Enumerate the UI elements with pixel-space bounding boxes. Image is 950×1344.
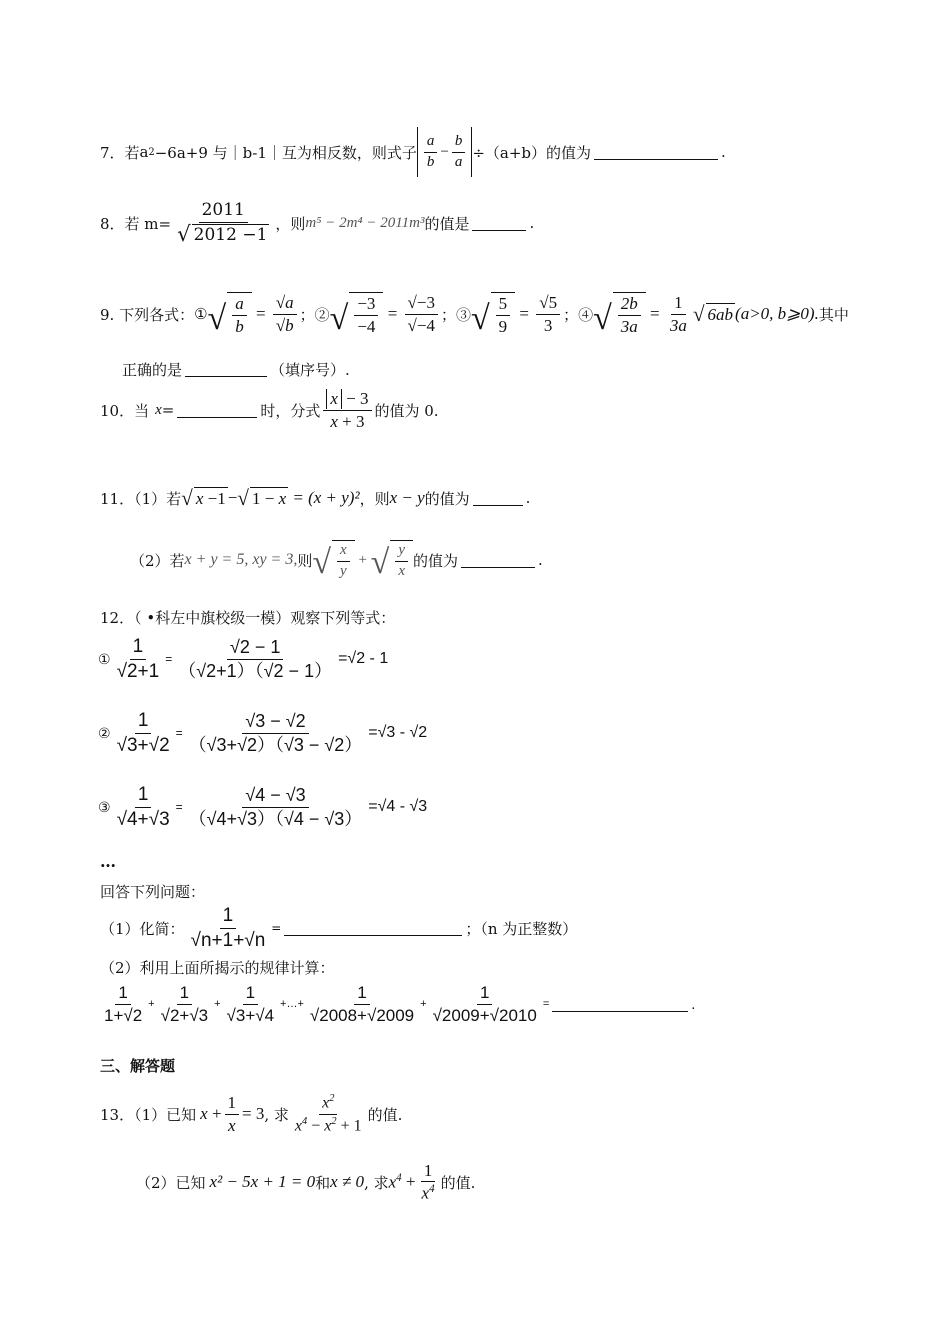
q12-sum-term-2: $\frac{1}{√2+√3}$ <box>160 982 209 1025</box>
q13-2-text: , 求 <box>364 1173 389 1192</box>
q13-text: , 求 <box>264 1105 289 1124</box>
q9-condition: (a>0, b⩾0). <box>735 304 819 323</box>
q11-2-expression: √ $\frac{x}{y}$ + √ $\frac{y}{x}$ <box>312 540 413 580</box>
q11-text: ，则 <box>359 489 390 508</box>
q7-a: a <box>139 143 149 161</box>
q8-period: . <box>529 214 535 232</box>
q11-equation-rhs: = (x + y)² <box>292 488 360 507</box>
q8-expression: m⁵ − 2m⁴ − 2011m³ <box>305 214 425 231</box>
q12-row-1-lhs: $\frac{1}{√2+1}$ <box>116 635 160 682</box>
q9-choice-4: √ $\frac{2b}{3a}$ = $\frac{1}{3a}$ √ 6ab (a>0, b⩾0). <box>593 292 819 338</box>
q10-fraction: $\frac{x - 3}{x + 3}$ <box>323 389 371 431</box>
q11-2-answer-blank[interactable] <box>461 553 535 568</box>
q12-sum-term-1: $\frac{1}{1+√2}$ <box>104 982 143 1025</box>
q11-1-answer-blank[interactable] <box>473 491 523 506</box>
question-9 <box>100 282 849 346</box>
q12-row-1-mark: ① <box>98 650 111 667</box>
q11-equation: √ x −1 − √ 1 − x = (x + y)² <box>181 485 360 510</box>
q9-choice-4-mark: ；④ <box>563 305 594 324</box>
q12-row-2-eq: = <box>175 726 183 740</box>
q12-sub-1-answer-blank[interactable] <box>284 921 462 936</box>
q12-sub-2 <box>100 956 335 978</box>
q10-text: 时，分式 <box>260 401 321 420</box>
q8-answer-blank[interactable] <box>472 216 526 231</box>
q7-abs-expression: $\frac{a}{b}$ − $\frac{b}{a}$ <box>417 127 472 177</box>
q11-1-period: . <box>525 489 531 507</box>
q9-answer-blank[interactable] <box>185 362 267 377</box>
q7-period: . <box>721 143 726 161</box>
q7-a-exp: 2 <box>148 146 155 158</box>
q8-frac-num: 2011 <box>199 201 248 223</box>
q12-row-1 <box>98 632 388 686</box>
q13-text-2: 的值. <box>367 1105 403 1124</box>
q9-text-tail: （填序号）. <box>270 360 350 379</box>
q8-text-2: 的值是 <box>424 214 470 233</box>
q12-row-1-eq: = <box>165 652 173 666</box>
q13-2-and: 和 <box>315 1173 331 1192</box>
q13-2-text-2: 的值. <box>440 1173 476 1192</box>
q10-equals: = <box>161 401 175 419</box>
question-8 <box>100 196 534 250</box>
q12-sum-eq: = <box>542 998 550 1010</box>
q8-number: 8．若 m= <box>100 214 172 233</box>
q12-row-1-result: =√2 - 1 <box>338 650 389 667</box>
q12-row-2-mark: ② <box>98 724 111 741</box>
q12-row-2-result: =√3 - √2 <box>368 724 428 741</box>
q12-row-3-lhs: $\frac{1}{√4+√3}$ <box>116 783 170 830</box>
q12-sub-1-label: （1）化简： <box>100 919 185 938</box>
q12-sum: $\frac{1}{1+√2}$ + $\frac{1}{√2+√3}$ + $\frac{1}{√3+√4}$ +…+ $\frac{1}{√2008+√2009}$ + $\frac{1}{√2009+√2010}$ = . <box>98 978 695 1030</box>
q9-text-end: 其中 <box>818 305 849 324</box>
q12-answer-prompt <box>100 880 205 902</box>
question-10 <box>100 382 439 438</box>
q12-sum-term-4: $\frac{1}{√2008+√2009}$ <box>309 982 415 1025</box>
section-3-title <box>100 1054 175 1076</box>
q13-2-equation: x² − 5x + 1 = 0 <box>209 1172 316 1191</box>
q9-choice-2-mark: ；② <box>299 305 330 324</box>
section-3-text: 三、解答题 <box>100 1056 176 1075</box>
q12-row-3-result: =√4 - √3 <box>368 798 428 815</box>
q12-row-2 <box>98 706 427 760</box>
q12-row-1-middle: $\frac{√2 - 1}{(√2+1)(√2 - 1)}$ <box>178 636 333 681</box>
q11-2-text-2: 的值为 <box>413 551 459 570</box>
q12-heading: 12．（ •科左中旗校级一模）观察下列等式： <box>100 608 396 627</box>
q12-sub-1-fraction: $\frac{1}{√n+1+√n}$ <box>190 904 266 951</box>
question-9-line-2 <box>122 358 350 380</box>
q12-sum-term-3: $\frac{1}{√3+√4}$ <box>226 982 275 1025</box>
q12-dots: … <box>100 851 116 871</box>
q8-fraction: 2011 √ 2012 −1 <box>177 199 268 247</box>
q12-answer-text: 回答下列问题： <box>100 882 206 901</box>
question-13-part-2 <box>136 1152 475 1212</box>
q7-text-2: ÷（a+b）的值为 <box>472 143 592 162</box>
q12-row-3-mark: ③ <box>98 798 111 815</box>
q12-sum-period: . <box>691 995 696 1013</box>
q12-sub-1 <box>100 902 577 954</box>
q12-sub-1-tail: ；（n 为正整数） <box>465 919 578 938</box>
question-12-heading <box>100 606 395 628</box>
q9-choice-3-mark: ；③ <box>440 305 471 324</box>
q7-number: 7．若 <box>100 143 140 162</box>
q7-answer-blank[interactable] <box>594 145 718 160</box>
q13-2-label: （2）已知 <box>136 1173 206 1192</box>
q11-2-condition: x + y = 5, xy = 3, <box>184 551 298 568</box>
question-11-part-1 <box>100 480 530 516</box>
q9-text-answer: 正确的是 <box>122 360 183 379</box>
q11-2-period: . <box>538 551 543 569</box>
q9-number: 9. 下列各式： <box>100 305 195 324</box>
q11-text-2: 的值为 <box>424 489 470 508</box>
q10-variable: x <box>155 401 162 418</box>
q12-sub-2-label: （2）利用上面所揭示的规律计算： <box>100 958 335 977</box>
q12-sub-1-eq: = <box>271 921 282 935</box>
q12-ellipsis <box>100 850 116 872</box>
q11-2-text: 则 <box>297 551 313 570</box>
q12-row-2-lhs: $\frac{1}{√3+√2}$ <box>116 709 170 756</box>
q9-choice-1: √ $\frac{a}{b}$ = $\frac{√a}{√b}$ <box>208 292 300 336</box>
q13-given: x + $\frac{1}{x}$ = 3 <box>200 1092 265 1135</box>
q12-sum-answer-blank[interactable] <box>552 997 688 1012</box>
q12-sum-term-5: $\frac{1}{√2009+√2010}$ <box>432 982 537 1025</box>
q9-choice-3: √ $\frac{5}{9}$ = $\frac{√5}{3}$ <box>471 292 563 336</box>
q12-row-3 <box>98 780 427 834</box>
question-7 <box>100 122 726 182</box>
q11-number: 11．（1）若 <box>100 489 182 508</box>
q11-expression: x − y <box>389 488 425 507</box>
question-13-part-1 <box>100 1086 402 1142</box>
q13-2-condition: x ≠ 0 <box>330 1172 365 1191</box>
q12-row-3-eq: = <box>175 800 183 814</box>
q8-frac-den: 2012 −1 <box>193 224 268 245</box>
q8-text: ，则 <box>275 214 306 233</box>
q13-2-expression: $x^4$ + $\frac{1}{x^4}$ <box>388 1160 435 1203</box>
q7-text: −6a+9 与｜b-1｜互为相反数，则式子 <box>154 143 417 162</box>
q11-2-number: （2）若 <box>130 551 185 570</box>
q10-text-2: 的值为 0. <box>374 401 439 420</box>
q13-number: 13．（1）已知 <box>100 1105 197 1124</box>
q9-choice-2: √ $\frac{-3}{-4}$ = $\frac{√-3}{√-4}$ <box>330 292 441 336</box>
q10-answer-blank[interactable] <box>177 403 257 418</box>
question-11-part-2 <box>130 530 543 590</box>
q9-choice-1-mark: ① <box>194 305 208 323</box>
q13-fraction: $\frac{x^2}{x^4 - x^2 + 1}$ <box>294 1092 362 1134</box>
q12-row-3-middle: $\frac{√4 - √3}{(√4+√3)(√4 - √3)}$ <box>188 784 363 829</box>
q12-row-2-middle: $\frac{√3 - √2}{(√3+√2)(√3 - √2)}$ <box>188 710 363 755</box>
q10-number: 10．当 <box>100 401 150 420</box>
